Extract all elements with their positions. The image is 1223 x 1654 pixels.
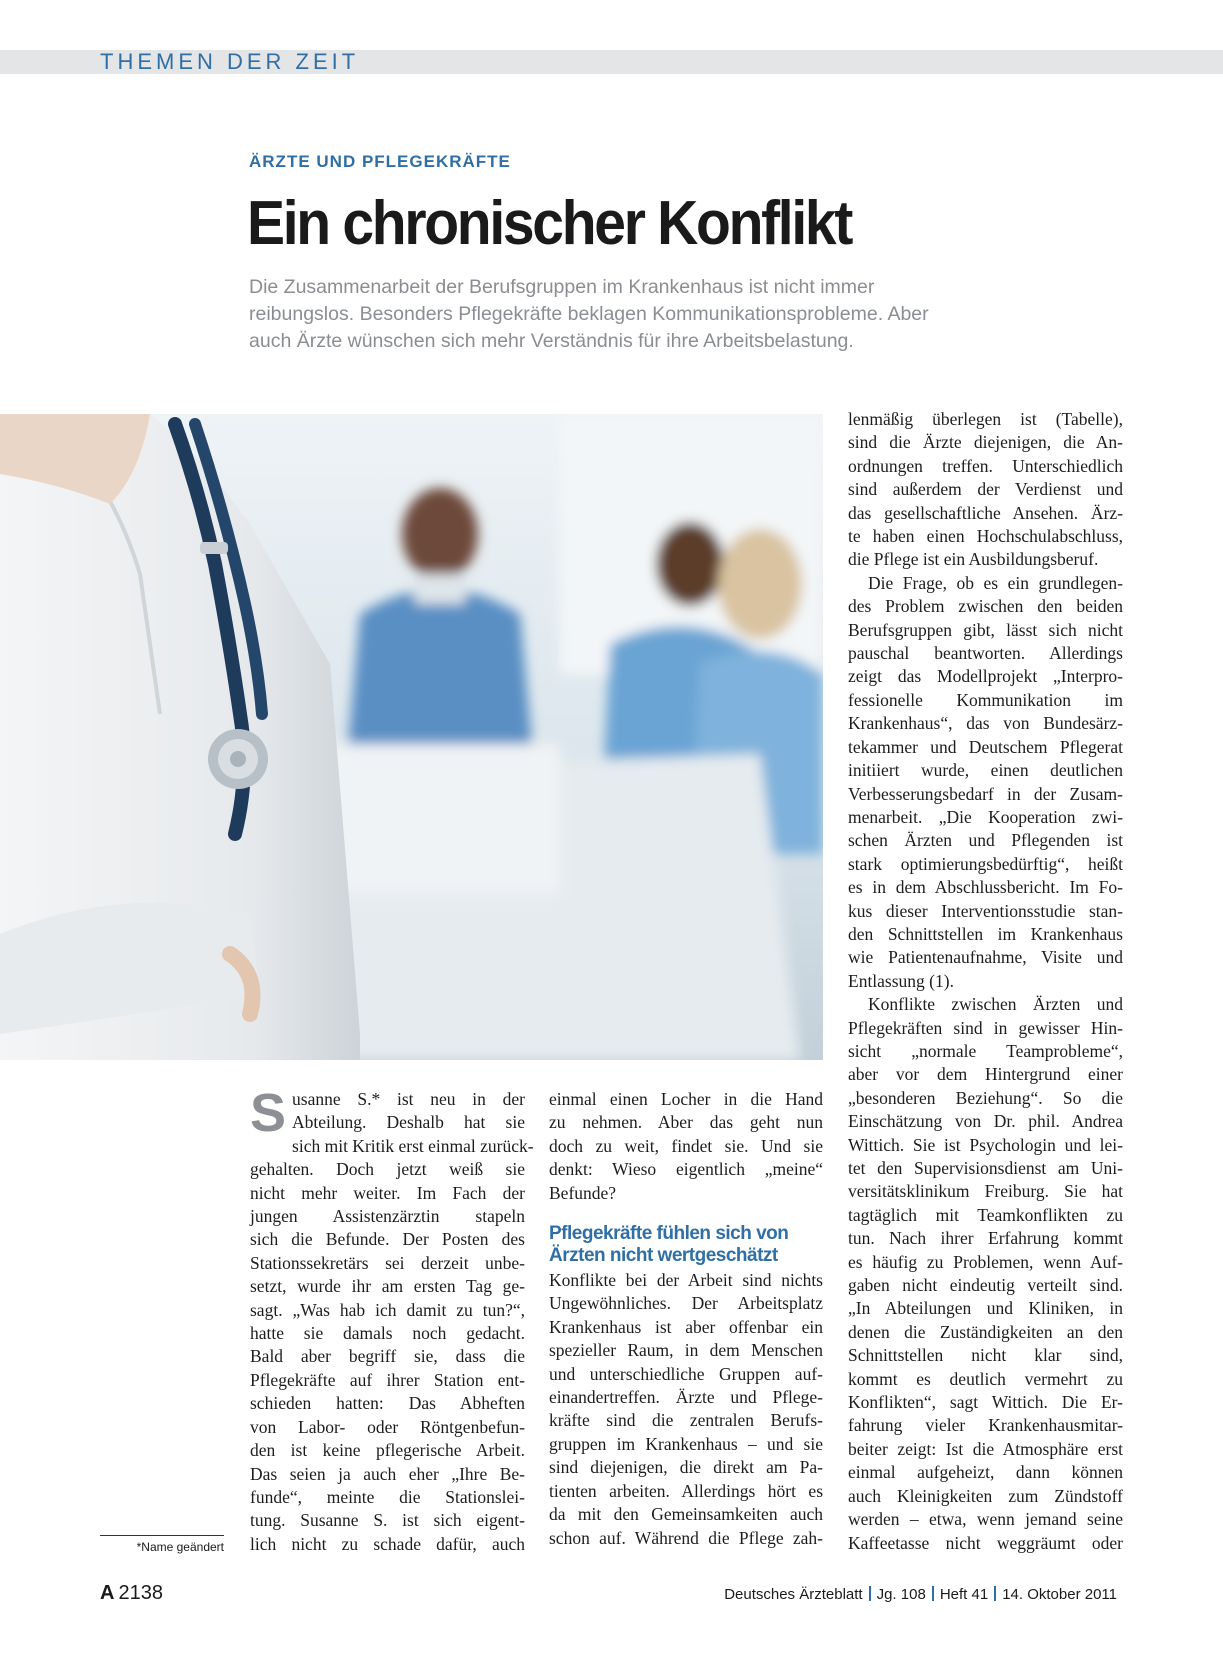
text-line: beiter zeigt: Ist die Atmosphäre erst (848, 1438, 1123, 1459)
text-line: wie Patientenaufnahme, Visite und (848, 947, 1123, 968)
text-line: kräfte sind die zentralen Berufs- (549, 1410, 823, 1431)
article-deck (249, 274, 1079, 355)
article-column-3 (848, 408, 1123, 1555)
text-line: tet den Supervisionsdienst am Uni- (848, 1158, 1123, 1178)
dropcap: S (250, 1083, 287, 1143)
text-line: Konflikten“, sagt Wittich. Die Er- (848, 1392, 1123, 1413)
text-line: tung. Susanne S. ist sich eigent- (250, 1510, 525, 1531)
text-line: Pflegekräfte auf ihrer Station ent- (250, 1369, 525, 1390)
issue-date: 14. Oktober 2011 (1002, 1586, 1117, 1603)
text-line: Berufsgruppen gibt, lässt sich nicht (848, 619, 1123, 640)
text-line: Krankenhaus“, das von Bundesärz- (848, 713, 1123, 734)
page-number: 2138 (118, 1582, 163, 1604)
text-line: denen die Zuständigkeiten an den (848, 1321, 1123, 1342)
text-line: initiiert wurde, einen deutlichen (848, 760, 1123, 781)
text-line: gaben nicht eindeutig verteilt sind. (848, 1275, 1123, 1296)
section-rubric: THEMEN DER ZEIT (100, 49, 360, 74)
text-line: aber vor dem Hintergrund einer (848, 1064, 1123, 1085)
text-line: stark optimierungsbedürftig“, heißt (848, 853, 1123, 874)
separator (869, 1586, 871, 1601)
text-line: da mit den Gemeinsamkeiten auch (549, 1504, 823, 1525)
article-subhead (549, 1223, 823, 1267)
text-line: doch zu weit, findet sie. Und sie (549, 1135, 823, 1156)
deck-line: reibungslos. Besonders Pflegekräfte beklagen Kommunikationsprobleme. Aber (249, 303, 929, 325)
page-folio (100, 1582, 163, 1605)
text-line: fessionelle Kommunikation im (848, 689, 1123, 710)
footnote: *Name geändert (136, 1540, 224, 1554)
text-line: Konflikte zwischen Ärzten und (868, 994, 1123, 1015)
text-line: „In Abteilungen und Kliniken, in (848, 1298, 1123, 1319)
article-photo (0, 414, 823, 1060)
text-line: fahrung vieler Krankenhausmitar- (848, 1415, 1123, 1436)
text-line: pauschal beantworten. Allerdings (848, 643, 1123, 664)
text-line: Befunde? (549, 1182, 617, 1203)
article-column-2 (549, 1088, 823, 1550)
deck-line: Die Zusammenarbeit der Berufsgruppen im Krankenhaus ist nicht immer (249, 276, 875, 298)
text-line: tienten arbeiten. Allerdings hört es (549, 1480, 823, 1501)
text-line: des Problem zwischen den beiden (848, 596, 1123, 617)
text-line: das gesellschaftliche Ansehen. Ärz- (848, 502, 1123, 523)
text-line: Kaffeetasse nicht weggräumt oder (848, 1532, 1123, 1553)
text-line: einmal aufgeheizt, dann können (848, 1462, 1123, 1483)
text-line: den Schnittstellen im Krankenhaus (848, 923, 1123, 944)
article-kicker: ÄRZTE UND PFLEGEKRÄFTE (249, 152, 511, 171)
text-line: tagtäglich mit Teamkonflikten zu (848, 1204, 1123, 1225)
text-line: sind diejenigen, die direkt am Pa- (549, 1457, 823, 1478)
text-line: schieden hatten: Das Abheften (250, 1393, 525, 1414)
text-line: Krankenhaus ist aber offenbar ein (549, 1316, 823, 1337)
text-line: tekammer und Deutschem Pflegerat (848, 736, 1123, 757)
text-line: die Pflege ist ein Ausbildungsberuf. (848, 549, 1099, 570)
text-line: Wittich. Sie ist Psychologin und lei- (848, 1134, 1123, 1155)
text-line: sind außerdem der Verdienst und (848, 479, 1123, 500)
text-line: gehalten. Doch jetzt weiß sie (250, 1159, 525, 1180)
text-line: und unterschiedliche Gruppen auf- (549, 1363, 823, 1384)
volume: Jg. 108 (876, 1586, 926, 1603)
text-line: Abteilung. Deshalb hat sie (292, 1112, 525, 1133)
text-line: den ist keine pflegerische Arbeit. (250, 1440, 525, 1461)
text-line: denkt: Wieso eigentlich „meine“ (549, 1159, 823, 1180)
text-line: funde“, meinte die Stationslei- (250, 1486, 525, 1507)
text-line: Ungewöhnliches. Der Arbeitsplatz (549, 1293, 823, 1314)
text-line: Verbesserungsbedarf in der Zusam- (848, 783, 1123, 804)
text-line: zu nehmen. Aber das geht nun (549, 1112, 823, 1133)
article-headline: Ein chronischer Konflikt (247, 189, 852, 258)
text-line: usanne S.* ist neu in der (292, 1089, 525, 1109)
text-line: sich mit Kritik erst einmal zurück- (292, 1135, 534, 1156)
text-line: sagt. „Was hab ich damit zu tun?“, (250, 1299, 525, 1320)
separator (994, 1586, 996, 1601)
text-line: Die Frage, ob es ein grundlegen- (868, 572, 1123, 593)
text-line: nicht mehr weiter. Im Fach der (250, 1182, 525, 1203)
text-line: te haben einen Hochschulabschluss, (848, 526, 1123, 547)
text-line: auch Kleinigkeiten zum Zündstoff (848, 1485, 1123, 1506)
text-line: Konflikte bei der Arbeit sind nichts (549, 1270, 823, 1291)
text-line: setzt, wurde ihr am ersten Tag ge- (250, 1276, 525, 1297)
text-line: schon auf. Während die Pflege zah- (549, 1527, 823, 1548)
text-line: schen Ärzten und Pflegenden ist (848, 830, 1123, 851)
separator (932, 1586, 934, 1601)
issue: Heft 41 (939, 1586, 989, 1603)
text-line: tun. Nach ihrer Erfahrung kommt (848, 1228, 1123, 1249)
text-line: zeigt das Modellprojekt „Interpro- (848, 666, 1123, 687)
text-line: ordnungen treffen. Unterschiedlich (848, 455, 1123, 476)
text-line: spezieller Raum, in dem Menschen (549, 1340, 823, 1361)
text-line: einandertreffen. Ärzte und Pflege- (549, 1387, 823, 1408)
deck-line: auch Ärzte wünschen sich mehr Verständnis für ihre Arbeitsbelastung. (249, 330, 854, 352)
text-line: lenmäßig überlegen ist (Tabelle), (848, 409, 1123, 429)
text-line: sicht „normale Teamprobleme“, (848, 1040, 1123, 1061)
text-line: Das seien ja auch eher „Ihre Be- (250, 1463, 525, 1484)
text-line: Entlassung (1). (848, 970, 954, 991)
text-line: Schnittstellen nicht klar sind, (848, 1345, 1123, 1366)
page-prefix: A (100, 1582, 115, 1604)
text-line: werden – etwa, wenn jemand seine (848, 1509, 1123, 1530)
text-line: lich nicht zu schade dafür, auch (250, 1533, 525, 1554)
text-line: kus dieser Interventionsstudie stan- (848, 900, 1123, 921)
subhead-line: Pflegekräfte fühlen sich von (549, 1223, 789, 1245)
text-line: von Labor- oder Röntgenbefun- (250, 1416, 525, 1437)
text-line: versitätsklinikum Freiburg. Sie hat (848, 1181, 1123, 1202)
text-line: sind die Ärzte diejenigen, die An- (848, 432, 1123, 453)
text-line: hatte sie damals noch gedacht. (250, 1323, 525, 1344)
text-line: es häufig zu Problemen, wenn Auf- (848, 1251, 1123, 1272)
text-line: einmal einen Locher in die Hand (549, 1089, 823, 1109)
footnote-rule (100, 1535, 224, 1536)
text-line: es in dem Abschlussbericht. Im Fo- (848, 877, 1123, 898)
text-line: sich die Befunde. Der Posten des (250, 1229, 525, 1250)
subhead-line: Ärzten nicht wertgeschätzt (549, 1245, 778, 1267)
text-line: menarbeit. „Die Kooperation zwi- (848, 806, 1123, 827)
text-line: Stationssekretärs sei derzeit unbe- (250, 1252, 525, 1273)
text-line: Einschätzung von Dr. phil. Andrea (848, 1111, 1123, 1132)
text-line: kommt es deutlich vermehrt zu (848, 1368, 1123, 1389)
photo-illustration (0, 414, 823, 1060)
text-line: „besonderen Beziehung“. So die (848, 1087, 1123, 1108)
text-line: Pflegekräften sind in gewisser Hin- (848, 1017, 1123, 1038)
text-line: gruppen im Krankenhaus – und sie (549, 1433, 823, 1454)
publication-name: Deutsches Ärzteblatt (724, 1586, 863, 1603)
text-line: jungen Assistenzärztin stapeln (250, 1206, 525, 1227)
footer-masthead (724, 1586, 1117, 1603)
article-column-1 (250, 1083, 534, 1556)
text-line: Bald aber begriff sie, dass die (250, 1346, 525, 1367)
